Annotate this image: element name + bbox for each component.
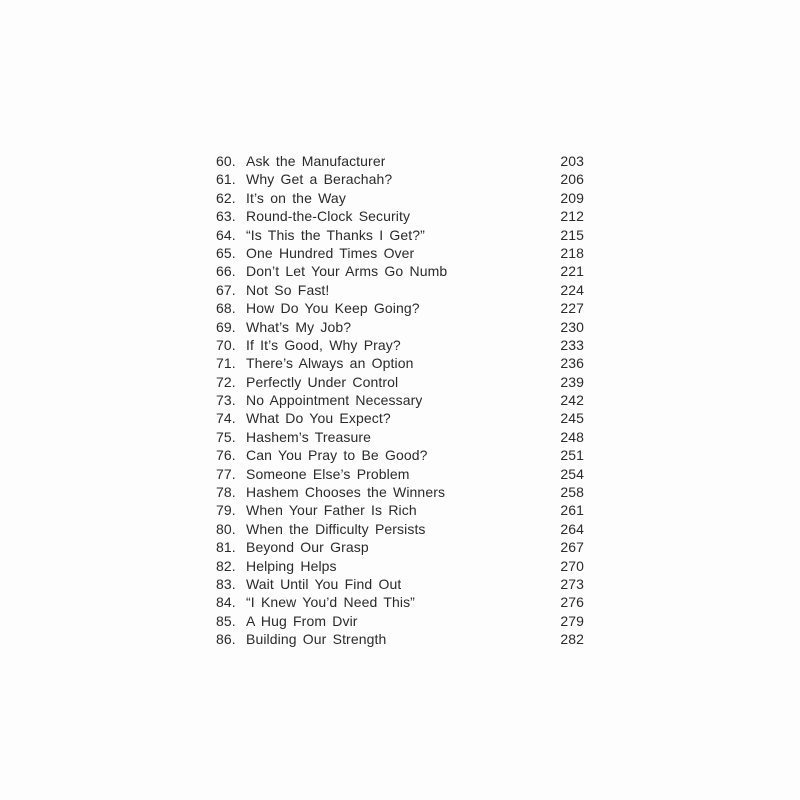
chapter-number: 69. [216,318,236,335]
page-number: 218 [560,244,584,261]
chapter-number: 63. [216,208,236,225]
toc-row [216,612,584,630]
page-number: 227 [560,300,584,317]
chapter-number: 70. [216,336,236,353]
toc-row [216,170,584,188]
toc-row [216,428,584,446]
toc-row [216,373,584,391]
chapter-number: 66. [216,263,236,280]
chapter-title: What’s My Job? [246,318,352,335]
toc-row [216,152,584,170]
chapter-title: One Hundred Times Over [246,244,415,261]
page-number: 273 [560,575,584,592]
page-number: 242 [560,392,584,409]
chapter-number: 86. [216,631,236,648]
chapter-number: 74. [216,410,236,427]
page-number: 233 [560,336,584,353]
page-number: 209 [560,189,584,206]
toc-row [216,501,584,519]
chapter-number: 75. [216,428,236,445]
page-number: 261 [560,502,584,519]
chapter-number: 81. [216,539,236,556]
page-number: 245 [560,410,584,427]
toc-row [216,538,584,556]
table-of-contents [216,152,584,649]
chapter-title: If It’s Good, Why Pray? [246,336,401,353]
chapter-title: Wait Until You Find Out [246,575,402,592]
toc-row [216,262,584,280]
chapter-number: 83. [216,575,236,592]
toc-row [216,244,584,262]
toc-row [216,465,584,483]
chapter-number: 79. [216,502,236,519]
page-number: 264 [560,520,584,537]
toc-row [216,593,584,611]
chapter-number: 80. [216,520,236,537]
chapter-title: Perfectly Under Control [246,373,399,390]
page-number: 215 [560,226,584,243]
chapter-number: 67. [216,281,236,298]
chapter-title: Can You Pray to Be Good? [246,447,428,464]
chapter-title: Helping Helps [246,557,337,574]
chapter-number: 62. [216,189,236,206]
chapter-number: 71. [216,355,236,372]
chapter-number: 73. [216,392,236,409]
toc-row [216,520,584,538]
toc-row [216,446,584,464]
chapter-number: 76. [216,447,236,464]
page-number: 221 [560,263,584,280]
chapter-title: When Your Father Is Rich [246,502,417,519]
toc-row [216,575,584,593]
chapter-title: “Is This the Thanks I Get?” [246,226,425,243]
page-number: 254 [560,465,584,482]
page-number: 276 [560,594,584,611]
toc-row [216,189,584,207]
chapter-title: Beyond Our Grasp [246,539,369,556]
toc-row [216,226,584,244]
page-number: 239 [560,373,584,390]
toc-row [216,483,584,501]
chapter-title: There’s Always an Option [246,355,414,372]
chapter-number: 77. [216,465,236,482]
chapter-title: What Do You Expect? [246,410,391,427]
chapter-title: Not So Fast! [246,281,330,298]
page-number: 212 [560,208,584,225]
chapter-number: 68. [216,300,236,317]
toc-row [216,318,584,336]
chapter-number: 64. [216,226,236,243]
toc-row [216,207,584,225]
page-number: 236 [560,355,584,372]
page-number: 270 [560,557,584,574]
toc-row [216,336,584,354]
chapter-number: 61. [216,171,236,188]
page-number: 282 [560,631,584,648]
chapter-number: 85. [216,612,236,629]
toc-row [216,299,584,317]
toc-row [216,281,584,299]
chapter-title: It’s on the Way [246,189,346,206]
chapter-title: Round-the-Clock Security [246,208,411,225]
toc-row [216,557,584,575]
toc-row [216,391,584,409]
chapter-title: No Appointment Necessary [246,392,423,409]
chapter-title: Ask the Manufacturer [246,153,386,169]
chapter-title: Don’t Let Your Arms Go Numb [246,263,448,280]
page-number: 248 [560,428,584,445]
chapter-number: 82. [216,557,236,574]
chapter-title: A Hug From Dvir [246,612,358,629]
chapter-title: Why Get a Berachah? [246,171,393,188]
chapter-title: When the Difficulty Persists [246,520,426,537]
chapter-title: Hashem’s Treasure [246,428,372,445]
chapter-number: 65. [216,244,236,261]
page-number: 279 [560,612,584,629]
page-number: 258 [560,484,584,501]
chapter-title: How Do You Keep Going? [246,300,420,317]
chapter-title: Building Our Strength [246,631,387,648]
chapter-title: Hashem Chooses the Winners [246,484,446,501]
toc-row [216,630,584,648]
toc-row [216,409,584,427]
chapter-title: Someone Else’s Problem [246,465,410,482]
chapter-number: 60. [216,153,236,169]
page-number: 230 [560,318,584,335]
toc-row [216,354,584,372]
chapter-number: 78. [216,484,236,501]
page-number: 224 [560,281,584,298]
chapter-number: 84. [216,594,236,611]
page-number: 206 [560,171,584,188]
chapter-number: 72. [216,373,236,390]
chapter-title: “I Knew You’d Need This” [246,594,415,611]
page-number: 267 [560,539,584,556]
page-number: 251 [560,447,584,464]
page-number: 203 [560,153,584,169]
